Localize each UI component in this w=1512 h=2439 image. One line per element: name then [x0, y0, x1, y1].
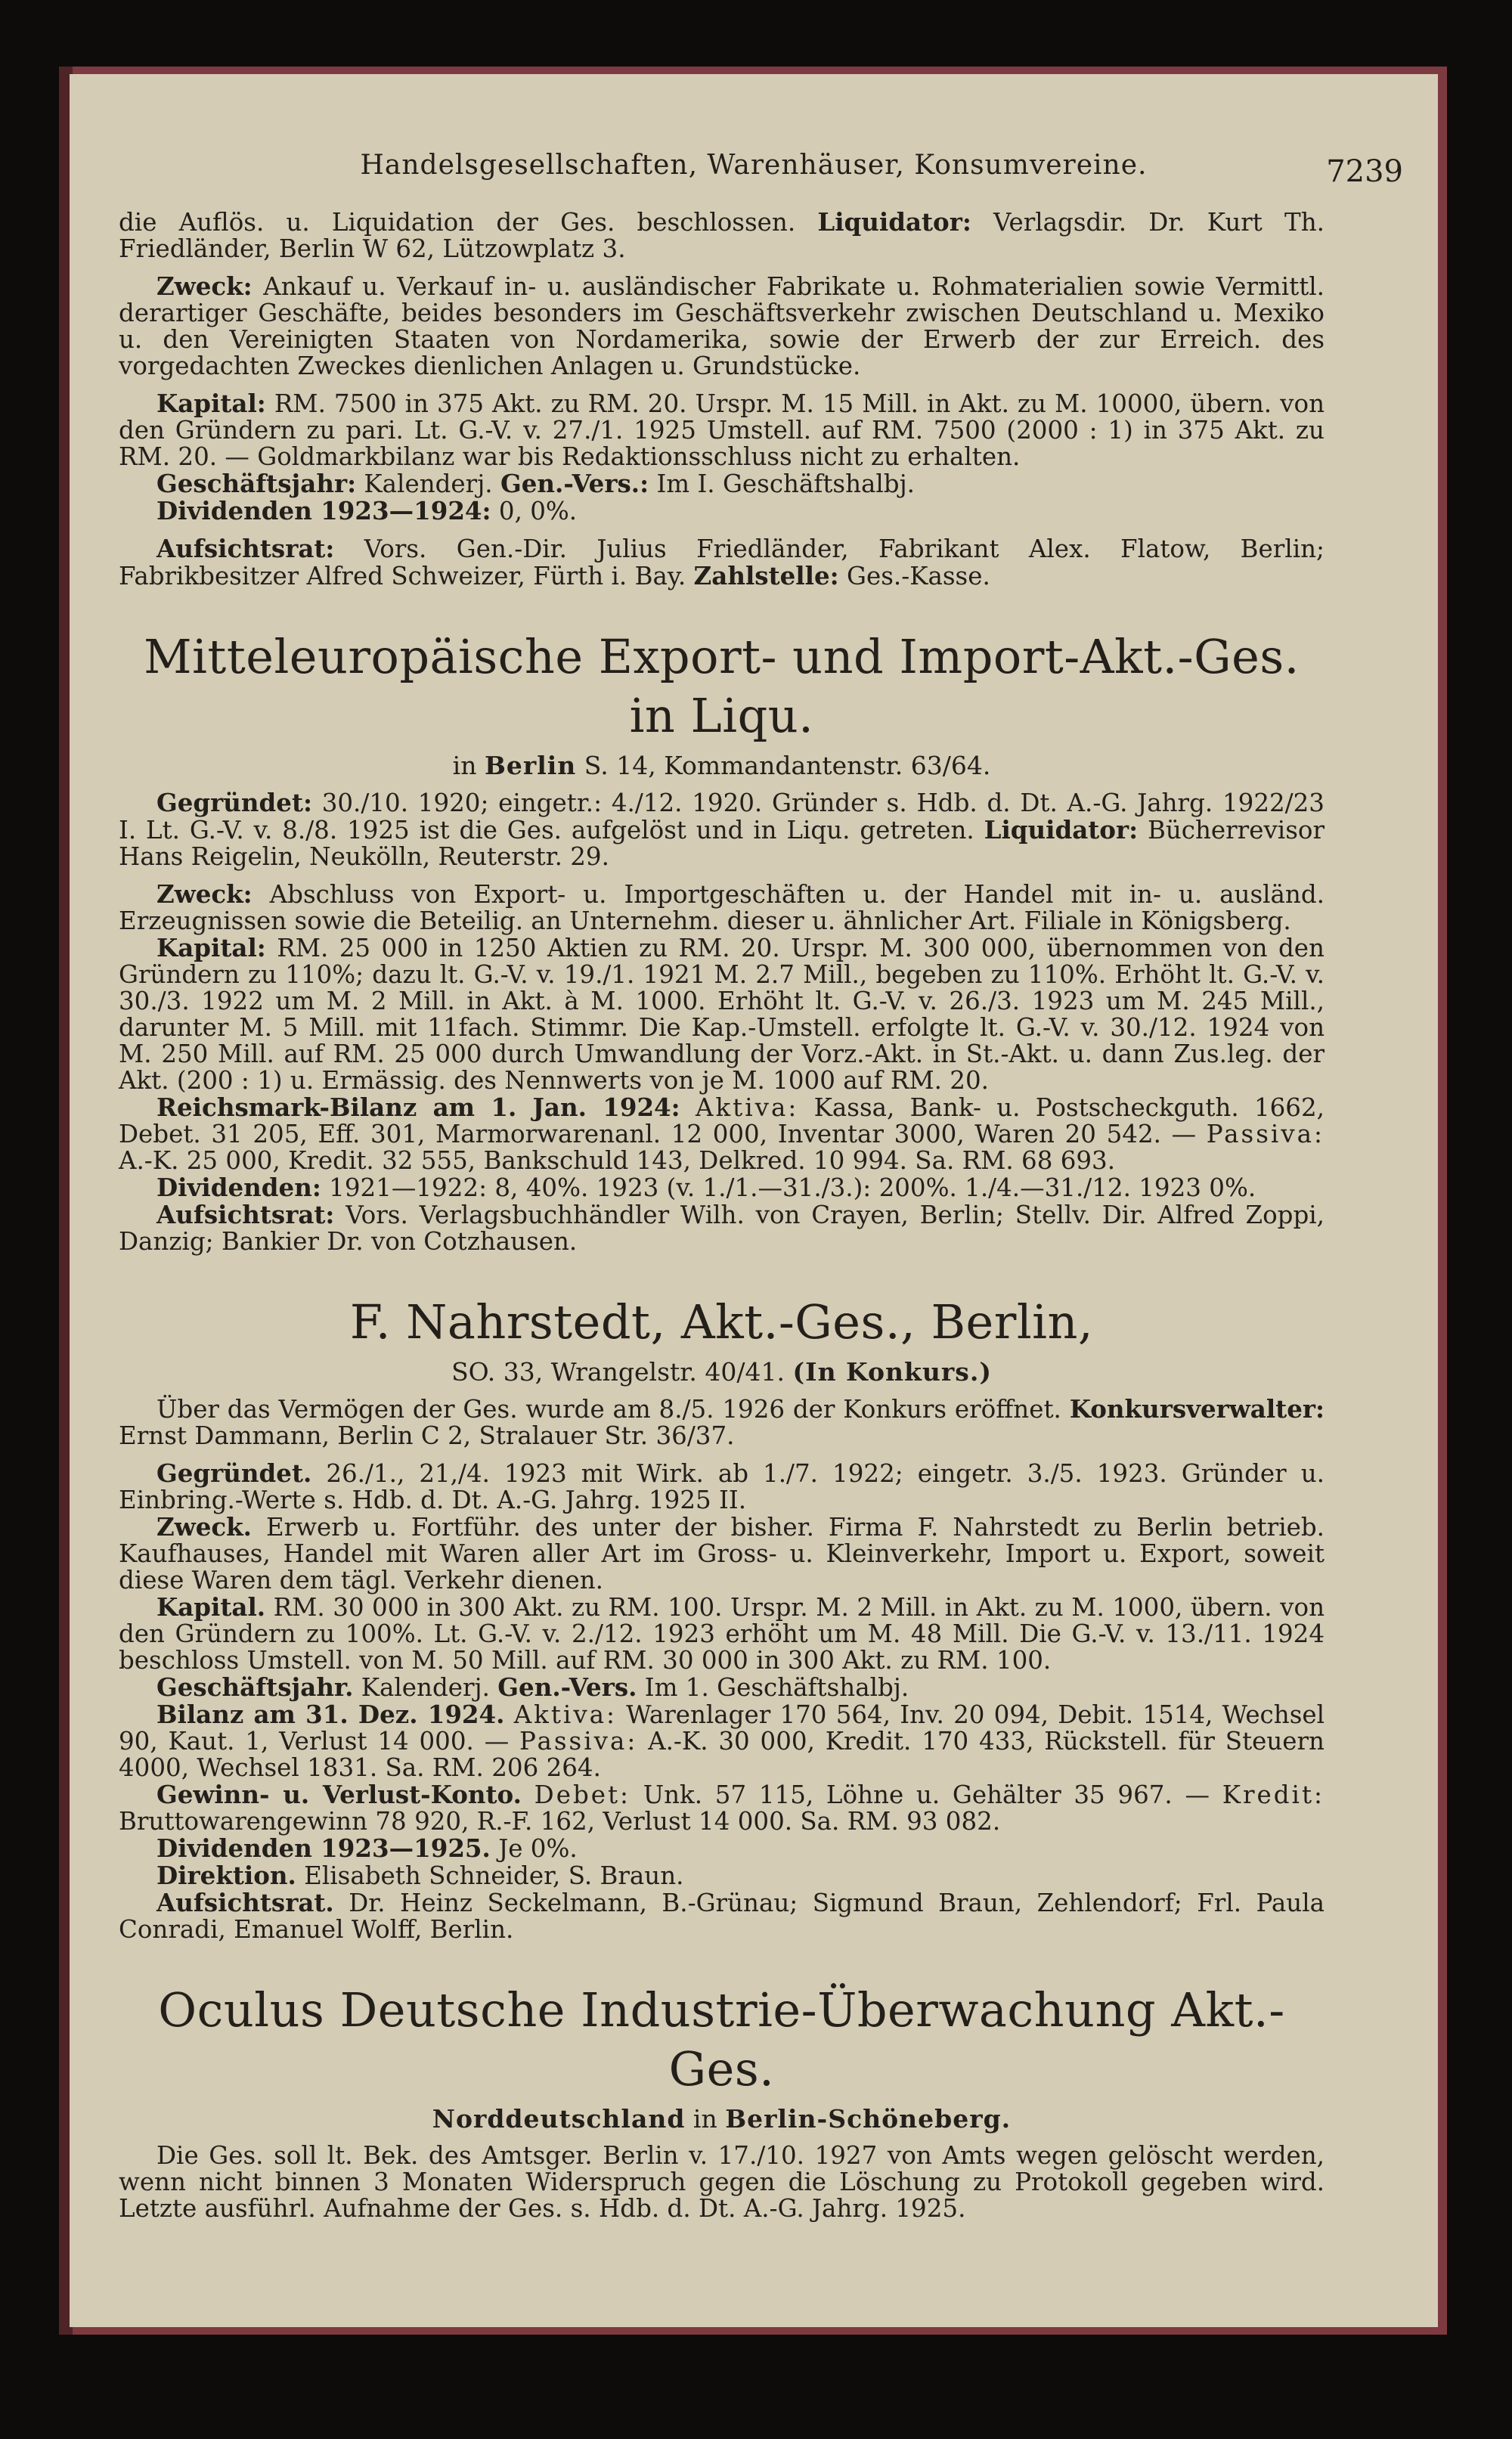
entry-nahrstedt — [119, 1293, 1325, 1943]
kapital-label: Kapital: — [156, 933, 266, 962]
paragraph-dividenden — [119, 1835, 1325, 1862]
kredit-label: Kredit: — [1222, 1780, 1325, 1809]
sub-city: Berlin — [484, 751, 577, 780]
dividenden-label: Dividenden 1923—1925. — [156, 1833, 491, 1863]
kapital-text: RM. 7500 in 375 Akt. zu RM. 20. Urspr. M. 15 Mill. in Akt. zu M. 10000, übern. von den Gründern zu pari. Lt. G.-V. v. 27./1. 1925 Umstell. auf RM. 7500 (2000 : 1) in 375 Akt. zu RM. 20. — Goldmarkbilanz war bis Redaktionsschluss nicht zu erhalten. — [119, 389, 1325, 471]
aktiva-label: Aktiva: — [513, 1700, 618, 1729]
sub-region: Norddeutschland — [432, 2104, 686, 2134]
dividenden-text: Je 0%. — [498, 1834, 578, 1863]
aktiva-text: Kassa, Bank- u. Postscheckguth. 1662, Debet. 31 205, Eff. 301, Marmorwarenanl. 12 000, Inventar 3000, Waren 20 542. — — [119, 1093, 1325, 1148]
entry-subheading — [119, 748, 1325, 783]
sub-prefix: in — [692, 2104, 717, 2134]
paragraph-geschaeftsjahr — [119, 470, 1325, 497]
paragraph-konkurs — [119, 1396, 1325, 1449]
aufsichtsrat-label: Aufsichtsrat. — [156, 1888, 334, 1917]
guv-label: Gewinn- u. Verlust-Konto. — [156, 1780, 522, 1809]
konkursverwalter-label: Konkursverwalter: — [1069, 1394, 1325, 1424]
liquidator-label: Liquidator: — [817, 207, 971, 237]
running-header — [115, 150, 1403, 198]
paragraph-gegruendet — [119, 1460, 1325, 1514]
paragraph-zweck — [119, 273, 1325, 380]
paragraph-aufsichtsrat — [119, 1889, 1325, 1943]
kapital-label: Kapital: — [156, 389, 266, 418]
genvers-label: Gen.-Vers. — [497, 1672, 637, 1702]
debet-label: Debet: — [534, 1780, 631, 1809]
zweck-text: Erwerb u. Fortführ. des unter der bisher. Firma F. Nahrstedt zu Berlin betrieb. Kaufhauses, Handel mit Waren aller Art im Gross- u. Kleinverkehr, Import u. Export, soweit diese Waren dem tägl. Verkehr dienen. — [119, 1513, 1325, 1594]
entry-heading: F. Nahrstedt, Akt.-Ges., Berlin, — [349, 1294, 1094, 1350]
paragraph-zweck — [119, 1514, 1325, 1594]
zweck-label: Zweck. — [156, 1512, 253, 1542]
kapital-label: Kapital. — [156, 1592, 266, 1622]
konkurs-text: Über das Vermögen der Ges. wurde am 8./5. 1926 der Konkurs eröffnet. — [156, 1395, 1061, 1424]
dividenden-text: 0, 0%. — [498, 497, 578, 525]
passiva-label: Passiva: — [1206, 1120, 1325, 1148]
geschaeftsjahr-label: Geschäftsjahr. — [156, 1672, 354, 1702]
aufsichtsrat-text: Dr. Heinz Seckelmann, B.-Grünau; Sigmund Braun, Zehlendorf; Frl. Paula Conradi, Emanuel Wolff, Berlin. — [119, 1889, 1325, 1944]
paragraph-kapital — [119, 390, 1325, 470]
dividenden-text: 1921—1922: 8, 40%. 1923 (v. 1./1.—31./3.): 200%. 1./4.—31./12. 1923 0%. — [329, 1173, 1256, 1202]
direktion-text: Elisabeth Schneider, S. Braun. — [304, 1861, 684, 1890]
aufsichtsrat-text: Vors. Gen.-Dir. Julius Friedländer, Fabrikant Alex. Flatow, Berlin; Fabrikbesitzer Alfred Schweizer, Fürth i. Bay. — [119, 535, 1325, 590]
bilanz-label: Bilanz am 31. Dez. 1924. — [156, 1700, 505, 1729]
entry-subheading — [119, 1355, 1325, 1390]
geschaeftsjahr-label: Geschäftsjahr: — [156, 469, 357, 498]
entry-heading: Oculus Deutsche Industrie-Überwachung Akt.-Ges. — [158, 1982, 1285, 2097]
entry-subheading — [119, 2102, 1325, 2137]
paragraph-bilanz — [119, 1094, 1325, 1174]
genvers-label: Gen.-Vers.: — [500, 469, 649, 498]
aufsichtsrat-text: Vors. Verlagsbuchhändler Wilh. von Crayen, Berlin; Stellv. Dir. Alfred Zoppi, Danzig; Bankier Dr. von Cotzhausen. — [119, 1201, 1325, 1256]
page-number: 7239 — [1326, 154, 1403, 189]
genvers-text: Im 1. Geschäftshalbj. — [644, 1673, 909, 1702]
sub-address: S. 14, Kommandantenstr. 63/64. — [584, 751, 991, 780]
paragraph-zweck — [119, 881, 1325, 934]
entry-heading: Mitteleuropäische Export- und Import-Akt.-Ges. in Liqu. — [144, 629, 1300, 743]
sub-address: SO. 33, Wrangelstr. 40/41. — [451, 1357, 785, 1387]
konkursverwalter-text: Ernst Dammann, Berlin C 2, Stralauer Str. 36/37. — [119, 1421, 735, 1450]
passiva-text: A.-K. 25 000, Kredit. 32 555, Bankschuld 143, Delkred. 10 994. Sa. RM. 68 693. — [119, 1146, 1116, 1175]
liquidator-text: Bücherrevisor Hans Reigelin, Neukölln, Reuterstr. 29. — [119, 816, 1325, 871]
zweck-text: Abschluss von Export- u. Importgeschäften u. der Handel mit in- u. ausländ. Erzeugnissen sowie die Beteilig. an Unternehm. dieser u. ähnlicher Art. Filiale in Königsberg. — [119, 880, 1325, 935]
gegruendet-text: 30./10. 1920; eingetr.: 4./12. 1920. Gründer s. Hdb. d. Dt. A.-G. Jahrg. 1922/23 I. Lt. G.-V. v. 8./8. 1925 ist die Ges. aufgelöst und in Liqu. getreten. — [119, 789, 1325, 845]
entry-oculus — [119, 1981, 1325, 2222]
paragraph-aufsichtsrat — [119, 1201, 1325, 1255]
paragraph-gegruendet — [119, 789, 1325, 870]
gegruendet-label: Gegründet: — [156, 788, 312, 817]
paragraph-geschaeftsjahr — [119, 1674, 1325, 1701]
sub-city: Berlin-Schöneberg. — [725, 2104, 1012, 2134]
kredit-text: Bruttowarengewinn 78 920, R.-F. 162, Verlust 14 000. Sa. RM. 93 082. — [119, 1807, 1001, 1836]
dividenden-label: Dividenden 1923—1924: — [156, 496, 491, 525]
document-page — [70, 74, 1438, 2327]
paragraph-kapital — [119, 1594, 1325, 1674]
zweck-label: Zweck: — [156, 271, 253, 301]
genvers-text: Im I. Geschäftshalbj. — [656, 470, 916, 498]
header-title: Handelsgesellschaften, Warenhäuser, Konsumvereine. — [360, 150, 1148, 181]
entry-continued — [119, 209, 1325, 590]
direktion-label: Direktion. — [156, 1861, 296, 1890]
dividenden-label: Dividenden: — [156, 1173, 321, 1202]
aufsichtsrat-label: Aufsichtsrat: — [156, 534, 335, 563]
passiva-text: A.-K. 30 000, Kredit. 170 433, Rückstell. für Steuern 4000, Wechsel 1831. Sa. RM. 206 264. — [119, 1727, 1325, 1782]
paragraph-aufsichtsrat — [119, 535, 1325, 590]
paragraph-bilanz — [119, 1701, 1325, 1781]
liquidator-text: Verlagsdir. Dr. Kurt Th. Friedländer, Berlin W 62, Lützowplatz 3. — [119, 208, 1325, 263]
loeschung-text: Die Ges. soll lt. Bek. des Amtsger. Berlin v. 17./10. 1927 von Amts wegen gelöscht werden, wenn nicht binnen 3 Monaten Widerspruch gegen die Löschung zu Protokoll gegeben wird. Letzte ausführl. Aufnahme der Ges. s. Hdb. d. Dt. A.-G. Jahrg. 1925. — [119, 2141, 1325, 2223]
gegruendet-text: 26./1., 21,/4. 1923 mit Wirk. ab 1./7. 1922; eingetr. 3./5. 1923. Gründer u. Einbring.-Werte s. Hdb. d. Dt. A.-G. Jahrg. 1925 II. — [119, 1459, 1325, 1514]
liquidator-label: Liquidator: — [984, 815, 1139, 845]
passiva-label: Passiva: — [519, 1727, 638, 1756]
geschaeftsjahr-text: Kalenderj. — [361, 1673, 490, 1702]
debet-text: Unk. 57 115, Löhne u. Gehälter 35 967. — — [643, 1780, 1210, 1809]
paragraph-kapital — [119, 934, 1325, 1094]
intro-text: die Auflös. u. Liquidation der Ges. beschlossen. — [119, 208, 796, 237]
aktiva-label: Aktiva: — [695, 1093, 799, 1122]
paragraph-loeschung — [119, 2143, 1325, 2222]
paragraph-direktion — [119, 1862, 1325, 1889]
zahlstelle-text: Ges.-Kasse. — [847, 562, 990, 590]
aufsichtsrat-label: Aufsichtsrat: — [156, 1200, 335, 1229]
kapital-text: RM. 25 000 in 1250 Aktien zu RM. 20. Urspr. M. 300 000, übernommen von den Gründern zu 110%; dazu lt. G.-V. v. 19./1. 1921 M. 2.7 Mill., begeben zu 110%. Erhöht lt. G.-V. v. 30./3. 1922 um M. 2 Mill. in Akt. à M. 1000. Erhöht lt. G.-V. v. 26./3. 1923 um M. 245 Mill., darunter M. 5 Mill. mit 11fach. Stimmr. Die Kap.-Umstell. erfolgte lt. G.-V. v. 30./12. 1924 von M. 250 Mill. auf RM. 25 000 durch Umwandlung der Vorz.-Akt. in St.-Akt. u. dann Zus.leg. der Akt. (200 : 1) u. Ermässig. des Nennwerts von je M. 1000 auf RM. 20. — [119, 934, 1325, 1095]
sub-status: (In Konkurs.) — [792, 1357, 992, 1387]
entry-mitteleuropaeische — [119, 628, 1325, 1255]
paragraph-dividenden — [119, 1174, 1325, 1201]
kapital-text: RM. 30 000 in 300 Akt. zu RM. 100. Urspr. M. 2 Mill. in Akt. zu M. 1000, übern. von den Gründern zu 100%. Lt. G.-V. v. 2./12. 1923 erhöht um M. 48 Mill. Die G.-V. v. 13./11. 1924 beschloss Umstell. von M. 50 Mill. auf RM. 30 000 in 300 Akt. zu RM. 100. — [119, 1593, 1325, 1675]
paragraph-dividenden — [119, 497, 1325, 525]
paragraph-liquidation — [119, 209, 1325, 262]
page-content — [119, 209, 1325, 2222]
gegruendet-label: Gegründet. — [156, 1458, 312, 1488]
sub-prefix: in — [452, 751, 477, 780]
paragraph-guv — [119, 1781, 1325, 1835]
aktiva-text: Warenlager 170 564, Inv. 20 094, Debit. 1514, Wechsel 90, Kaut. 1, Verlust 14 000. — — [119, 1700, 1325, 1756]
zweck-text: Ankauf u. Verkauf in- u. ausländischer Fabrikate u. Rohmaterialien sowie Vermittl. derartiger Geschäfte, beides besonders im Geschäftsverkehr zwischen Deutschland u. Mexiko u. den Vereinigten Staaten von Nordamerika, sowie der Erwerb der zur Erreich. des vorgedachten Zweckes dienlichen Anlagen u. Grundstücke. — [119, 272, 1325, 380]
geschaeftsjahr-text: Kalenderj. — [364, 470, 493, 498]
zahlstelle-label: Zahlstelle: — [693, 561, 839, 590]
bilanz-label: Reichsmark-Bilanz am 1. Jan. 1924: — [156, 1092, 680, 1122]
zweck-label: Zweck: — [156, 879, 253, 909]
